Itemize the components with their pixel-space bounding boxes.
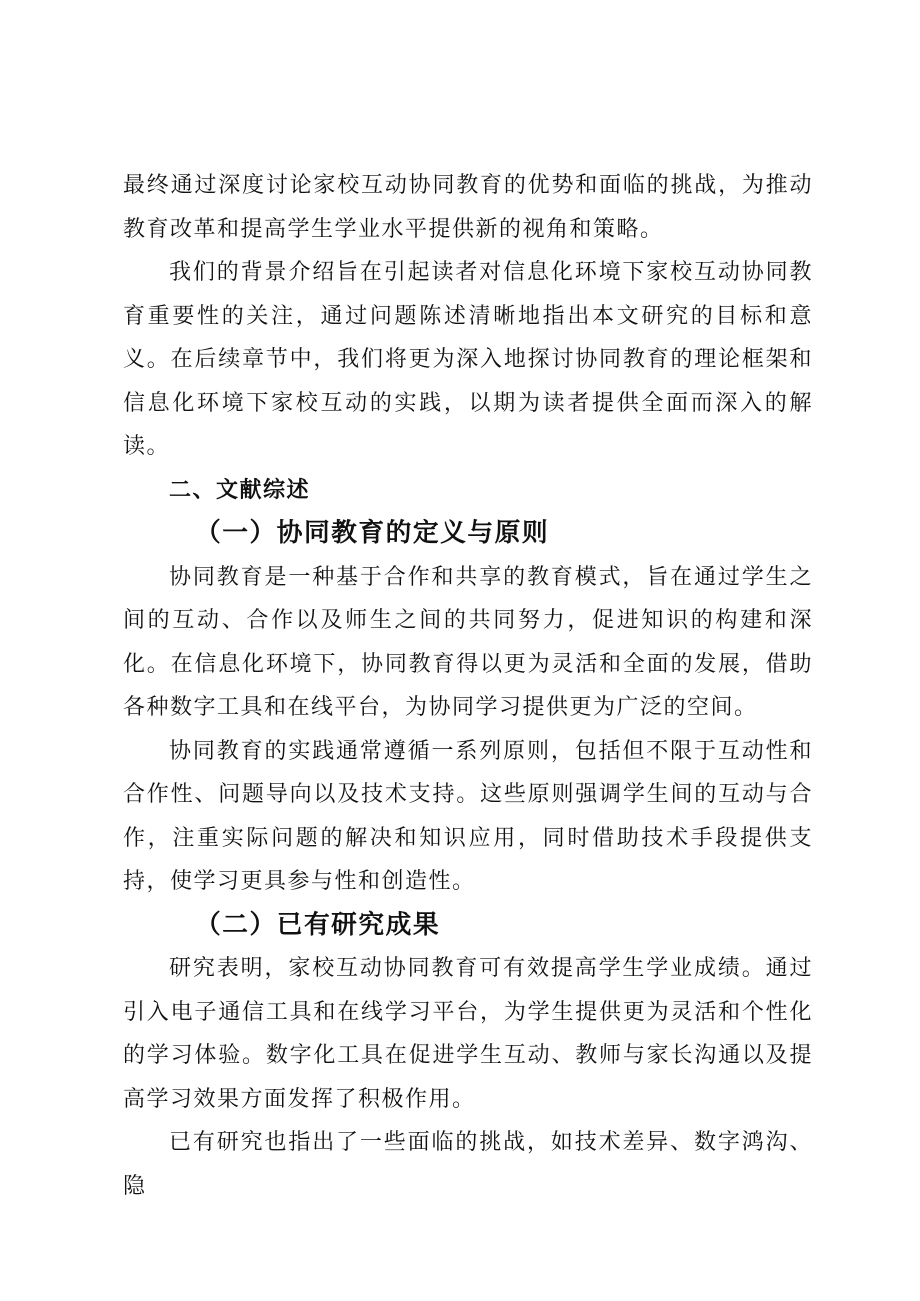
- paragraph-principles: 协同教育的实践通常遵循一系列原则，包括但不限于互动性和合作性、问题导向以及技术支持。这些原则强调学生间的互动与合作，注重实际问题的解决和知识应用，同时借助技术手段提供支持，使学习更具参与性和创造性。: [123, 738, 813, 894]
- paragraph-background-summary: 我们的背景介绍旨在引起读者对信息化环境下家校互动协同教育重要性的关注，通过问题陈述清晰地指出本文研究的目标和意义。在后续章节中，我们将更为深入地探讨协同教育的理论框架和信息化环境下家校互动的实践，以期为读者提供全面而深入的解读。: [123, 260, 813, 459]
- paragraph-definition: 协同教育是一种基于合作和共享的教育模式，旨在通过学生之间的互动、合作以及师生之间的共同努力，促进知识的构建和深化。在信息化环境下，协同教育得以更为灵活和全面的发展，借助各种数字工具和在线平台，为协同学习提供更为广泛的空间。: [123, 564, 813, 720]
- subsection-heading-definition-principles: （一）协同教育的定义与原则: [195, 518, 550, 548]
- paragraph-challenges: 已有研究也指出了一些面临的挑战，如技术差异、数字鸿沟、隐: [123, 1130, 813, 1199]
- subsection-heading-existing-research: （二）已有研究成果: [195, 909, 441, 940]
- section-heading-literature-review: 二、文献综述: [169, 477, 311, 503]
- paragraph-research-findings: 研究表明，家校互动协同教育可有效提高学生学业成绩。通过引入电子通信工具和在线学习平台，为学生提供更为灵活和个性化的学习体验。数字化工具在促进学生互动、教师与家长沟通以及提高学习效果方面发挥了积极作用。: [123, 956, 813, 1112]
- paragraph-conclusion-intro: 最终通过深度讨论家校互动协同教育的优势和面临的挑战，为推动教育改革和提高学生学业水平提供新的视角和策略。: [123, 173, 813, 242]
- document-body: [123, 164, 813, 1208]
